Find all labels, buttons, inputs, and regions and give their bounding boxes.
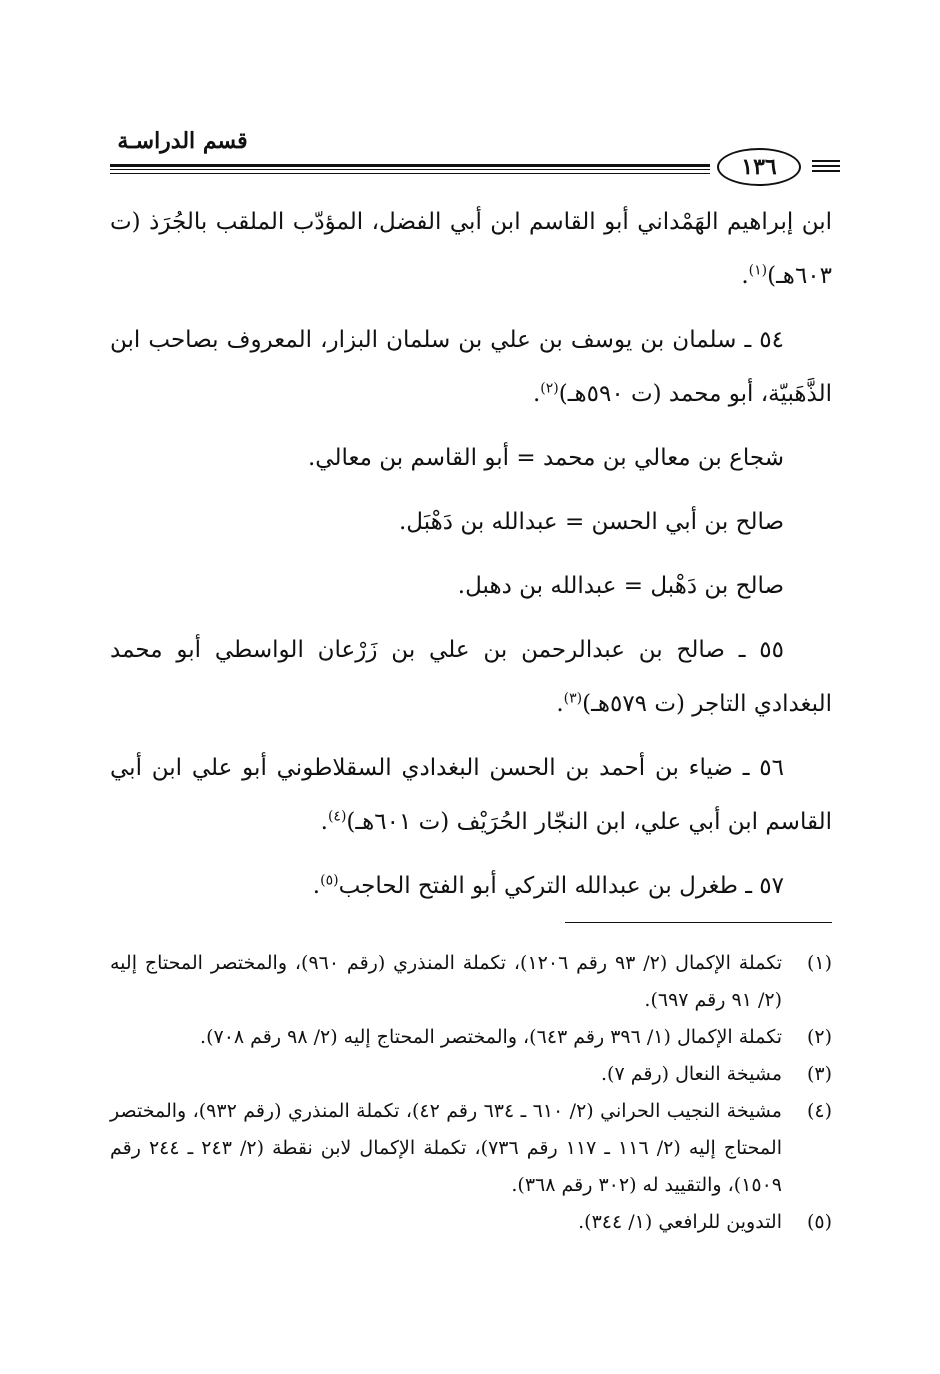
header-rule-thin-2 xyxy=(110,173,710,174)
paragraph-entry-continuation: ابن إبراهيم الهَمْداني أبو القاسم ابن أبي الفضل، المؤدّب الملقب بالجُرَذ (ت ٦٠٣هـ)$^{(١)}$. xyxy=(110,209,832,289)
footnote-number: (٢) xyxy=(806,1026,832,1048)
paragraph-crossref-1: شجاع بن معالي بن محمد = أبو القاسم بن معالي. xyxy=(308,445,784,471)
footnotes xyxy=(110,945,832,1241)
footnote-2 xyxy=(110,1019,832,1056)
paragraph-entry-55: ٥٥ ـ صالح بن عبدالرحمن بن علي بن زَرْعان الواسطي أبو محمد البغدادي التاجر (ت ٥٧٩هـ)$^{(٣)}$. xyxy=(110,637,832,717)
header-rule xyxy=(110,164,710,167)
footnote-number: (١) xyxy=(806,952,832,974)
main-text xyxy=(110,195,832,923)
running-header-title: قسم الدراسـة xyxy=(117,128,248,154)
paragraph-entry-57: ٥٧ ـ طغرل بن عبدالله التركي أبو الفتح الحاجب$^{(٥)}$. xyxy=(312,872,784,899)
paragraph-crossref-3: صالح بن دَهْبل = عبدالله بن دهبل. xyxy=(457,573,784,599)
footnote-ref: (٤) xyxy=(327,808,347,825)
page-number-text: ١٣٦ xyxy=(741,154,777,180)
footnote-text: مشيخة النجيب الحراني (٢/ ٦١٠ ـ ٦٣٤ رقم ٤٢)، تكملة المنذري (رقم ٩٣٢)، والمختصر المحتاج إليه (٢/ ١١٦ ـ ١١٧ رقم ٧٣٦)، تكملة الإكمال لابن نقطة (٢/ ٢٤٣ ـ ٢٤٤ رقم ١٥٠٩)، والتقييد له (٣٠٢ رقم ٣٦٨). xyxy=(110,1100,782,1196)
footnote-ref: (٣) xyxy=(563,690,583,707)
footnote-text: تكملة الإكمال (١/ ٣٩٦ رقم ٦٤٣)، والمختصر المحتاج إليه (٢/ ٩٨ رقم ٧٠٨). xyxy=(200,1026,782,1048)
footnote-text: مشيخة النعال (رقم ٧). xyxy=(601,1063,782,1085)
paragraph-crossref-2: صالح بن أبي الحسن = عبدالله بن دَهْبَل. xyxy=(398,509,784,535)
footnote-4 xyxy=(110,1093,832,1204)
footnote-ref: (٢) xyxy=(540,380,559,397)
footnote-text: تكملة الإكمال (٢/ ٩٣ رقم ١٢٠٦)، تكملة المنذري (رقم ٩٦٠)، والمختصر المحتاج إليه (٢/ ٩١ رقم ٦٩٧). xyxy=(110,952,782,1011)
header-rule-thin xyxy=(110,169,710,170)
footnote-number: (٥) xyxy=(806,1211,832,1233)
footnote-ref: (١) xyxy=(748,262,768,279)
footnote-5 xyxy=(110,1204,832,1241)
footnote-number: (٣) xyxy=(806,1063,832,1085)
footnote-1 xyxy=(110,945,832,1019)
footnote-number: (٤) xyxy=(806,1100,832,1122)
footnote-text: التدوين للرافعي (١/ ٣٤٤). xyxy=(578,1211,782,1233)
footnote-ref: (٥) xyxy=(320,872,339,889)
paragraph-entry-54: ٥٤ ـ سلمان بن يوسف بن علي بن سلمان البزار، المعروف بصاحب ابن الذَّهَبيّة، أبو محمد (ت ٥٩٠هـ)$^{(٢)}$. xyxy=(110,327,832,407)
footnote-3 xyxy=(110,1056,832,1093)
paragraph-entry-56: ٥٦ ـ ضياء بن أحمد بن الحسن البغدادي السقلاطوني أبو علي ابن أبي القاسم ابن أبي علي، ابن النجّار الحُرَيْف (ت ٦٠١هـ)$^{(٤)}$. xyxy=(110,755,832,835)
page-number xyxy=(717,148,801,186)
header-ornament xyxy=(812,160,840,175)
footnote-separator xyxy=(565,922,832,923)
